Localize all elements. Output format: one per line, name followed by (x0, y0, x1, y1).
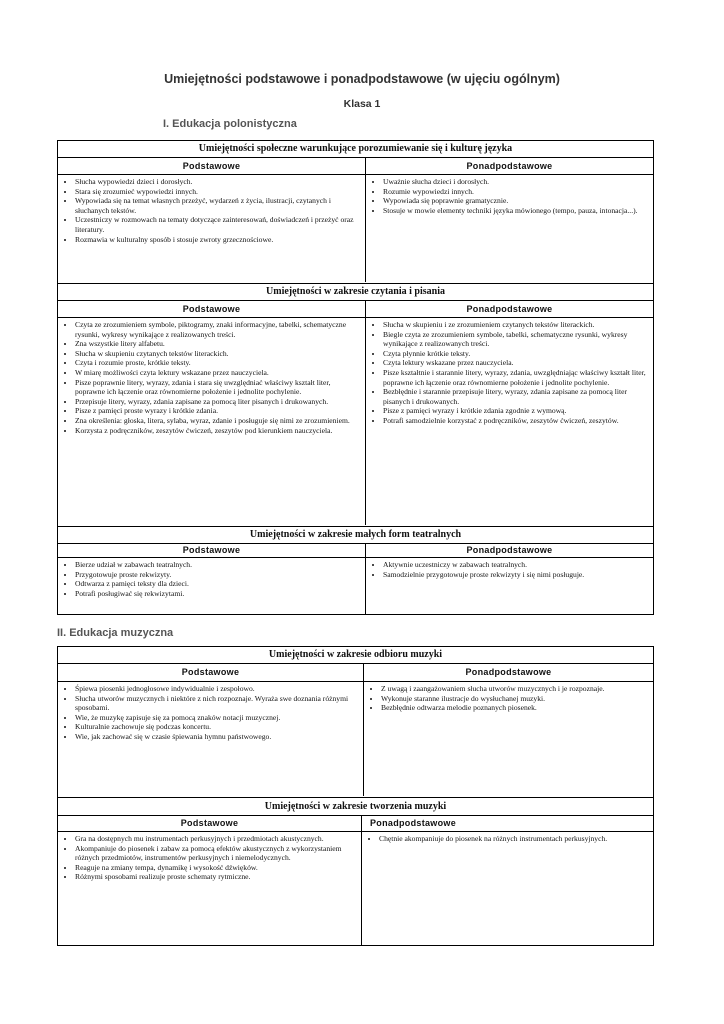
skill-item: • Słucha wypowiedzi dzieci i dorosłych. (75, 177, 362, 187)
advanced-skills-list (364, 684, 650, 713)
basic-skills-list (58, 177, 362, 244)
advanced-skills-cell (366, 558, 653, 614)
skill-item: • Słucha utworów muzycznych i niektóre z nich rozpoznaje. Wyraża swe doznania różnymi sposobami. (75, 694, 360, 713)
section-heading-polish: I. Edukacja polonistyczna (163, 118, 297, 130)
header-row (58, 664, 653, 682)
advanced-skills-cell (366, 318, 653, 525)
skill-item: • Stara się zrozumieć wypowiedzi innych. (75, 187, 362, 197)
skill-item: • Czyta lektury wskazane przez nauczyciela. (383, 358, 650, 368)
column-header-advanced: Ponadpodstawowe (466, 161, 553, 171)
column-header-advanced: Ponadpodstawowe (370, 818, 457, 828)
skill-item: • Z uwagą i zaangażowaniem słucha utworów muzycznych i je rozpoznaje. (381, 684, 650, 694)
content-row (58, 682, 653, 796)
skill-item: • Przepisuje litery, wyrazy, zdania zapisane za pomocą liter pisanych i drukowanych. (75, 397, 362, 407)
block-music-creation (57, 797, 654, 946)
skill-item: • Śpiewa piosenki jednogłosowe indywidualnie i zespołowo. (75, 684, 360, 694)
skill-item: • Słucha w skupieniu i ze zrozumieniem czytanych tekstów literackich. (383, 320, 650, 330)
block-title: Umiejętności społeczne warunkujące porozumiewanie się i kulturę języka (58, 141, 653, 158)
skill-item: • Rozmawia w kulturalny sposób i stosuje zwroty grzecznościowe. (75, 235, 362, 245)
advanced-skills-cell (362, 832, 653, 945)
advanced-skills-list (362, 834, 650, 844)
column-header-basic: Podstawowe (58, 544, 366, 557)
header-row (58, 544, 653, 558)
skill-item: • Aktywnie uczestniczy w zabawach teatralnych. (383, 560, 650, 570)
basic-skills-cell (58, 832, 362, 945)
content-row (58, 832, 653, 945)
column-header-basic: Podstawowe (58, 816, 362, 831)
skill-item: • Kulturalnie zachowuje się podczas koncertu. (75, 722, 360, 732)
skill-item: • Uważnie słucha dzieci i dorosłych. (383, 177, 650, 187)
basic-skills-list (58, 560, 362, 598)
skill-item: • Bierze udział w zabawach teatralnych. (75, 560, 362, 570)
column-header-advanced: Ponadpodstawowe (466, 545, 553, 555)
skill-item: • Pisze kształtnie i starannie litery, wyrazy, zdania, uwzględniając właściwy kształt liter, poprawne ich łączenie oraz równomierne położenie i jednolite pochylenie. (383, 368, 650, 387)
skill-item: • Reaguje na zmiany tempa, dynamikę i wysokość dźwięków. (75, 863, 358, 873)
skill-item: • Bezbłędnie odtwarza melodie poznanych piosenek. (381, 703, 650, 713)
block-title: Umiejętności w zakresie tworzenia muzyki (58, 798, 653, 816)
skill-item: • Odtwarza z pamięci teksty dla dzieci. (75, 579, 362, 589)
skill-item: • Wie, jak zachować się w czasie śpiewania hymnu państwowego. (75, 732, 360, 742)
skill-item: • Akompaniuje do piosenek i zabaw za pomocą efektów akustycznych z wykorzystaniem różnych przedmiotów, instrumentów perkusyjnych i niemelodycznych. (75, 844, 358, 863)
basic-skills-list (58, 320, 362, 435)
column-header-basic: Podstawowe (58, 664, 364, 681)
advanced-skills-cell (366, 175, 653, 282)
document-subtitle: Klasa 1 (343, 98, 381, 110)
skill-item: • Bezbłędnie i starannie przepisuje litery, wyrazy, zdania zapisane za pomocą liter pisanych i drukowanych. (383, 387, 650, 406)
skill-item: • Przygotowuje proste rekwizyty. (75, 570, 362, 580)
section-heading-music: II. Edukacja muzyczna (57, 627, 174, 639)
column-header-basic: Podstawowe (58, 158, 366, 174)
skill-item: • Biegle czyta ze zrozumieniem symbole, tabelki, schematyczne rysunki, wykresy wynikające z realizowanych treści. (383, 330, 650, 349)
block-title: Umiejętności w zakresie małych form teatralnych (58, 527, 653, 544)
skill-item: • Słucha w skupieniu czytanych tekstów literackich. (75, 349, 362, 359)
basic-skills-cell (58, 682, 364, 796)
skill-item: • Wykonuje staranne ilustracje do wysłuchanej muzyki. (381, 694, 650, 704)
skill-item: • Stosuje w mowie elementy techniki języka mówionego (tempo, pauza, intonacja...). (383, 206, 650, 216)
block-music-reception (57, 646, 654, 797)
block-reading-writing (57, 283, 654, 526)
skill-item: • Wie, że muzykę zapisuje się za pomocą znaków notacji muzycznej. (75, 713, 360, 723)
block-theatre (57, 526, 654, 615)
column-header-basic: Podstawowe (58, 301, 366, 317)
skill-item: • Potrafi posługiwać się rekwizytami. (75, 589, 362, 599)
skill-item: • Rozumie wypowiedzi innych. (383, 187, 650, 197)
advanced-skills-cell (364, 682, 653, 796)
skill-item: • Uczestniczy w rozmowach na tematy dotyczące zainteresowań, doświadczeń i przeżyć oraz literatury. (75, 215, 362, 234)
skill-item: • Zna wszystkie litery alfabetu. (75, 339, 362, 349)
content-row (58, 175, 653, 282)
block-title: Umiejętności w zakresie czytania i pisania (58, 284, 653, 301)
advanced-skills-list (366, 560, 650, 579)
skill-item: • Samodzielnie przygotowuje proste rekwizyty i się nimi posługuje. (383, 570, 650, 580)
skill-item: • Różnymi sposobami realizuje proste schematy rytmiczne. (75, 872, 358, 882)
header-row (58, 301, 653, 318)
skill-item: • Czyta ze zrozumieniem symbole, piktogramy, znaki informacyjne, tabelki, schematyczne rysunki, wykresy wynikające z realizowanych treści. (75, 320, 362, 339)
basic-skills-cell (58, 175, 366, 282)
skill-item: • Wypowiada się poprawnie gramatycznie. (383, 196, 650, 206)
skill-item: • Czyta i rozumie proste, krótkie teksty. (75, 358, 362, 368)
skill-item: • W miarę możliwości czyta lektury wskazane przez nauczyciela. (75, 368, 362, 378)
content-row (58, 558, 653, 614)
skill-item: • Korzysta z podręczników, zeszytów ćwiczeń, zeszytów pod kierunkiem nauczyciela. (75, 426, 362, 436)
header-row (58, 816, 653, 832)
skill-item: • Pisze z pamięci wyrazy i krótkie zdania zgodnie z wymową. (383, 406, 650, 416)
skill-item: • Zna określenia: głoska, litera, sylaba, wyraz, zdanie i posługuje się nimi ze zrozumieniem. (75, 416, 362, 426)
basic-skills-cell (58, 558, 366, 614)
advanced-skills-list (366, 320, 650, 426)
skill-item: • Pisze z pamięci proste wyrazy i krótkie zdania. (75, 406, 362, 416)
content-row (58, 318, 653, 525)
skill-item: • Potrafi samodzielnie korzystać z podręczników, zeszytów ćwiczeń, zeszytów. (383, 416, 650, 426)
header-row (58, 158, 653, 175)
advanced-skills-list (366, 177, 650, 215)
skill-item: • Pisze poprawnie litery, wyrazy, zdania i stara się uwzględniać właściwy kształt liter, poprawne ich łączenie oraz równomierne położenie i jednolite pochylenie. (75, 378, 362, 397)
document-title: Umiejętności podstawowe i ponadpodstawowe (w ujęciu ogólnym) (164, 72, 560, 86)
basic-skills-list (58, 834, 358, 882)
basic-skills-cell (58, 318, 366, 525)
column-header-advanced: Ponadpodstawowe (465, 667, 552, 677)
block-title: Umiejętności w zakresie odbioru muzyki (58, 647, 653, 664)
column-header-advanced: Ponadpodstawowe (466, 304, 553, 314)
skill-item: • Czyta płynnie krótkie teksty. (383, 349, 650, 359)
skill-item: • Gra na dostępnych mu instrumentach perkusyjnych i przedmiotach akustycznych. (75, 834, 358, 844)
block-social-skills (57, 140, 654, 283)
basic-skills-list (58, 684, 360, 742)
skill-item: • Chętnie akompaniuje do piosenek na różnych instrumentach perkusyjnych. (379, 834, 650, 844)
skill-item: • Wypowiada się na temat własnych przeżyć, wydarzeń z życia, ilustracji, czytanych i słuchanych tekstów. (75, 196, 362, 215)
